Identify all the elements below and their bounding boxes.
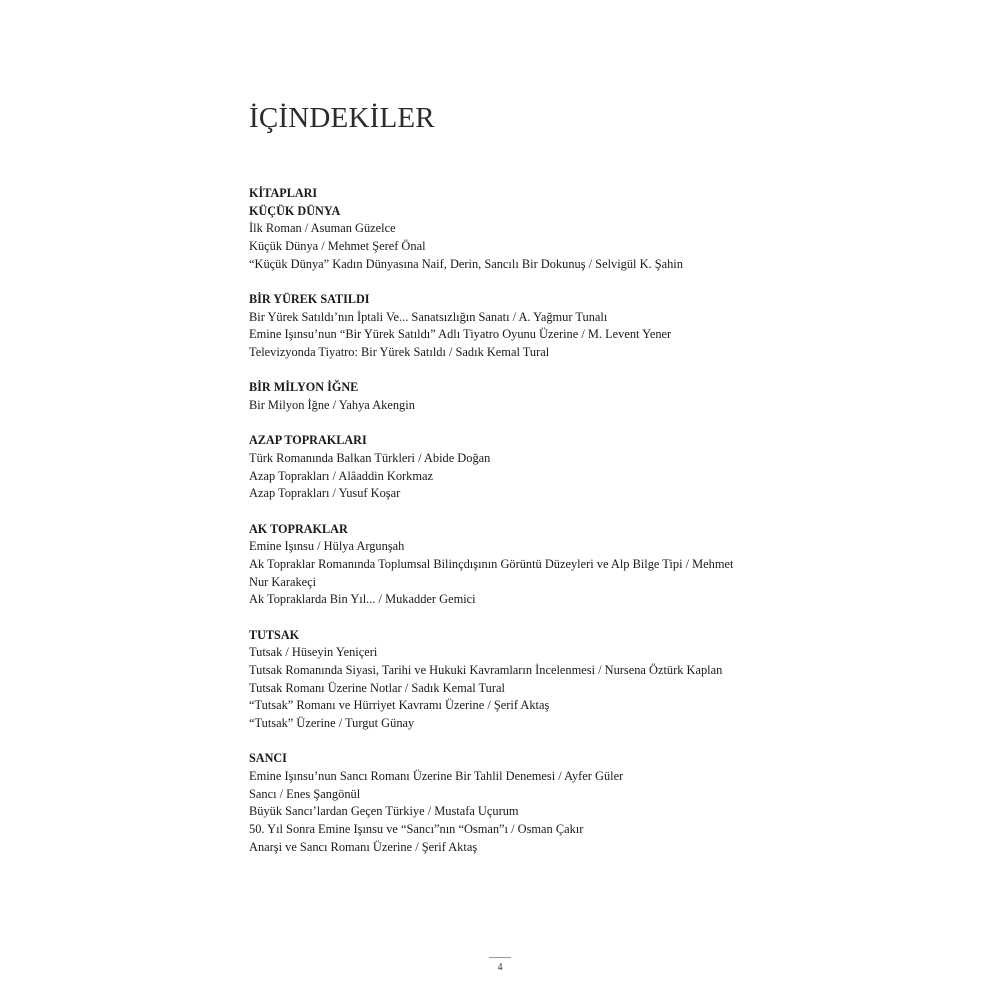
toc-entry: Azap Toprakları / Yusuf Koşar	[249, 486, 401, 501]
section-heading: KÜÇÜK DÜNYA	[249, 203, 341, 218]
toc-section	[249, 521, 749, 610]
section-heading: BİR MİLYON İĞNE	[249, 380, 359, 395]
toc-entry: Tutsak Romanı Üzerine Notlar / Sadık Kemal Tural	[249, 680, 505, 695]
toc-entry: Anarşi ve Sancı Romanı Üzerine / Şerif Aktaş	[249, 839, 478, 854]
part-heading: KİTAPLARI	[249, 186, 318, 200]
toc-entry: Tutsak / Hüseyin Yeniçeri	[249, 645, 378, 660]
toc-section	[249, 750, 749, 856]
toc-entry: Sancı / Enes Şangönül	[249, 786, 361, 801]
toc-entry: “Küçük Dünya” Kadın Dünyasına Naif, Derin, Sancılı Bir Dokunuş / Selvigül K. Şahin	[249, 256, 683, 271]
toc-entry: Ak Topraklar Romanında Toplumsal Bilinçdışının Görüntü Düzeyleri ve Alp Bilge Tipi / Mehmet Nur Karakeçi	[249, 556, 734, 589]
toc-entry: “Tutsak” Üzerine / Turgut Günay	[249, 716, 415, 731]
toc-entry: Televizyonda Tiyatro: Bir Yürek Satıldı / Sadık Kemal Tural	[249, 345, 550, 360]
toc-entry: İlk Roman / Asuman Güzelce	[249, 221, 396, 236]
toc-entry: Emine Işınsu’nun “Bir Yürek Satıldı” Adlı Tiyatro Oyunu Üzerine / M. Levent Yener	[249, 327, 672, 342]
section-heading: TUTSAK	[249, 627, 300, 642]
toc-section	[249, 291, 749, 362]
toc-entry: Büyük Sancı’lardan Geçen Türkiye / Mustafa Uçurum	[249, 804, 519, 819]
footer-rule	[489, 957, 511, 958]
section-heading: AZAP TOPRAKLARI	[249, 433, 367, 448]
page-number: 4	[497, 962, 503, 973]
section-heading: SANCI	[249, 751, 287, 766]
toc-entry: Küçük Dünya / Mehmet Şeref Önal	[249, 239, 426, 254]
toc-section	[249, 627, 749, 733]
toc-section	[249, 379, 749, 414]
toc-entry: Emine Işınsu’nun Sancı Romanı Üzerine Bir Tahlil Denemesi / Ayfer Güler	[249, 768, 624, 783]
toc-entry: Emine Işınsu / Hülya Argunşah	[249, 539, 405, 554]
toc-entry: Bir Yürek Satıldı’nın İptali Ve... Sanatsızlığın Sanatı / A. Yağmur Tunalı	[249, 309, 608, 324]
toc-section	[249, 203, 749, 274]
page-title: İÇİNDEKİLER	[249, 102, 435, 134]
table-of-contents	[249, 185, 749, 874]
toc-entry: Azap Toprakları / Alâaddin Korkmaz	[249, 468, 434, 483]
toc-entry: Ak Topraklarda Bin Yıl... / Mukadder Gemici	[249, 592, 476, 607]
toc-entry: Türk Romanında Balkan Türkleri / Abide Doğan	[249, 450, 491, 465]
toc-section	[249, 432, 749, 503]
section-heading: BİR YÜREK SATILDI	[249, 292, 370, 307]
toc-entry: 50. Yıl Sonra Emine Işınsu ve “Sancı”nın “Osman”ı / Osman Çakır	[249, 822, 584, 837]
section-heading: AK TOPRAKLAR	[249, 521, 348, 536]
toc-entry: “Tutsak” Romanı ve Hürriyet Kavramı Üzerine / Şerif Aktaş	[249, 698, 550, 713]
toc-entry: Bir Milyon İğne / Yahya Akengin	[249, 398, 415, 413]
toc-sections	[249, 203, 749, 857]
toc-entry: Tutsak Romanında Siyasi, Tarihi ve Hukuki Kavramların İncelenmesi / Nursena Öztürk Kaplan	[249, 662, 723, 677]
